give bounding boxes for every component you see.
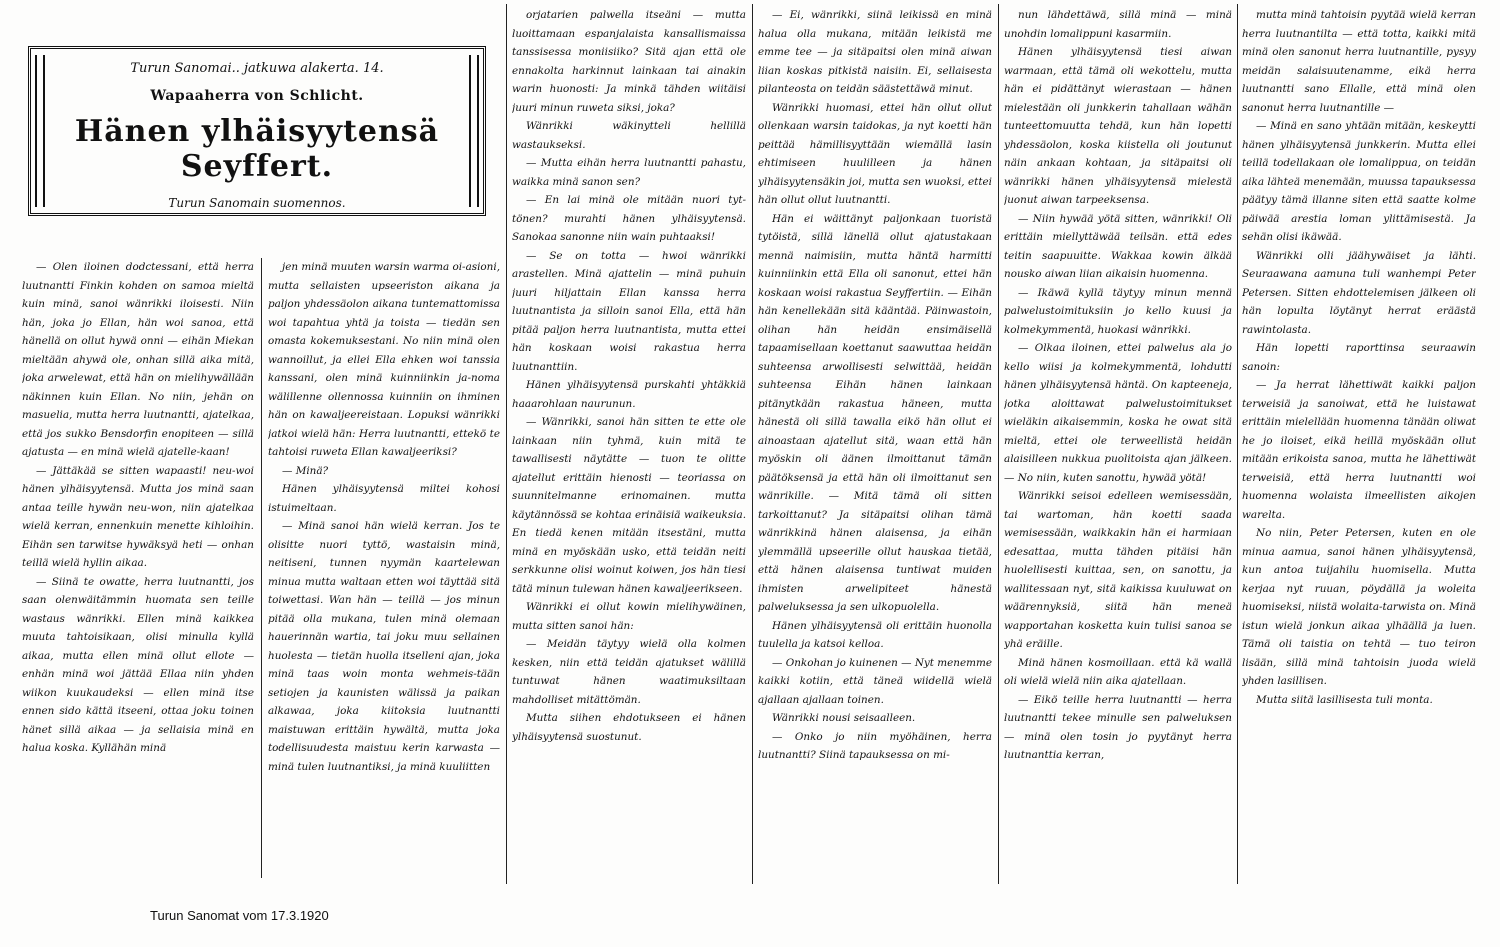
paragraph: — Onko jo niin myöhäinen, herra luutnantti? Siinä tapauksessa on mi- [758,730,992,761]
masthead-box [28,46,486,216]
source-caption: Turun Sanomat vom 17.3.1920 [150,908,329,923]
paragraph: — Siinä te owatte, herra luutnantti, jos saan olenwäitämmin huomata sen teille wastaus wänrikki. Ellen minä kaikkea muuta tahtoisikaan, olisi minulla kyllä aikaa, mutta ellen minä ollut ellote — enhän minä woi jättää Ellaa niin yhden wiikon kuukaudeksi — ellen minä itse ennen sido kättä itseeni, ottaa joku toinen hänet sillä aikaa — ja sellaisia minä en halua koska. Kyllähän minä [22,575,254,754]
border-ornament-left [35,55,45,207]
paragraph: — Eikö teille herra luutnantti — herra luutnantti tekee minulle sen palweluksen — minä olen tosin jo pyytänyt herra luutnanttia kerran, [1004,693,1232,761]
paragraph: — Onkohan jo kuinenen — Nyt menemme kaikki kotiin, että täneä wiidellä wielä ajallaan ajallaan toinen. [758,656,992,706]
text-column-1 [22,258,254,878]
paragraph: Wänrikki nousi seisaalleen. [772,712,916,724]
paragraph: Wänrikki wäkinytteli hellillä wastaukseksi. [512,120,746,151]
paragraph: jen minä muuten warsin warma oi-asioni, mutta sellaisten upseeriston aikana ja paljon yhdessäolon aikana tuntemattomissa woi tapahtua yhtä ja toista — tiedän sen omasta kokemuksestani. No niin minä olen wannoillut, ja ellei Ella ehken woi tanssia kanssani, olen minä kuinniinkin ja-noma wälillenne ollennossa kuinniin on ihminen hän on kawaljeereistaan. Lopuksi wänrikki jatkoi wielä hän: Herra luutnantti, ettekö te tahtoisi ruweta Ellan kawaljeeriksi? [268,261,500,458]
paragraph: No niin, Peter Petersen, kuten en ole minua aamua, sanoi hänen ylhäisyytensä, kun antoa tuijahilu huomisella. Mutta kerjaa nyt ruuan, pöydällä ja woleita huomiseksi, niistä wolaita-tarwista on. Minä istun wielä jonkun aikaa ylhäällä ja luen. Tämä oli taistia on tehtä — tuo teiron lisään, sillä minä tahtoisin juoda wielä yhden lasillisen. [1242,527,1476,687]
paragraph: Wänrikki olli jäähywäiset ja lähti. Seuraawana aamuna tuli wanhempi Peter Petersen. Sitten ehdottelemisen jälkeen oli hän lopulta löytänyt herrat eräästä rawintolasta. [1242,249,1476,336]
masthead-author: Wapaaherra von Schlicht. [150,88,364,104]
paragraph: — Ikäwä kyllä täytyy minun mennä palwelustoimituksiin jo kello kuusi ja kolmekymmentä, huokasi wänrikki. [1004,286,1232,336]
paragraph: — Olen iloinen dodctessani, että herra luutnantti Finkin kohden on samoa mieltä kuin minä, sanoi wänrikki iloisesti. Niin hän, joka jo Ellan, hän woi sanoa, että hänellä on ollut hywä onni — eihän Miekan mieltään ahywä ole, onhan sillä aika mitä, joka arwelewat, että hän on mielihywällään näkinnen kuin Ellan. No niin, jehän on masuelia, mutta herra luutnantti, ajatelkaa, että jos sukko Bensdorfin enopiteen — sillä ajatusta — en minä wielä ajatelle-kaan! [22,261,254,458]
paragraph: — Minä? [282,464,329,477]
paragraph: Mutta siitä lasillisesta tuli monta. [1256,693,1433,706]
paragraph: — Minä sanoi hän wielä kerran. Jos te olisitte nuori tyttö, wastaisin minä, neitiseni, tunnen nyymän kaartelewan minua mutta waltaan etten woi täyttää sitä toiwettasi. Wan hän — teillä — jos minun pitää olla mukana, tulen minä olemaan hauerinnän wartia, tai joku muu sellainen huolesta — tietän huolla itselleni ajan, joka minä taas woin monta wehmeis-tään setiojen ja kaunisten wälissä ja paikan alkawaa, joka kiitoksia luutnantti maistuwan erittäin hywältä, mutta joka todellisuudesta maistuu kerin karwasta — minä tulen luutnantiksi, ja minä kuuliitten [268,520,500,773]
paragraph: Hänen ylhäisyytensä oli erittäin huonolla tuulella ja katsoi kelloa. [758,619,992,650]
paragraph: nun lähdettäwä, sillä minä — minä unohdin lomalippuni kasarmiin. [1004,9,1232,40]
text-column-3 [512,6,746,886]
text-column-4 [758,6,992,886]
text-column-2 [268,258,500,878]
paragraph: — Ei, wänrikki, siinä leikissä en minä halua olla mukana, mitään leikistä me emme tee — ja sitäpaitsi olen minä aiwan liian koskas pitkistä naisiin. Ei, sellaisesta pilanteosta on teidän säästettäwä minut. [758,9,992,95]
masthead-serial-line: Turun Sanomai.. jatkuwa alakerta. 14. [130,61,384,76]
paragraph: Wänrikki huomasi, ettei hän ollut ollut ollenkaan warsin taidokas, ja nyt koetti hän peittää hämillisyyttään wiemällä lasin ehtimiseen huulilleen ja hänen ylhäisyytensäkin joi, mutta sen wuoksi, ettei hän ollut ollut luutnantti. [758,101,992,206]
paragraph: — Ja herrat lähettiwät kaikki paljon terweisiä ja sanoiwat, että he luistawat erittäin mielellään huomenna tänään oliwat he jo iloiset, eikä heillä myöskään ollut mitään erikoista sanoa, mutta he lähettiwät terweisiä, että herra luutnantti woi huomenna wolaista ilmeellisten aikojen warelta. [1242,379,1476,521]
paragraph: mutta minä tahtoisin pyytää wielä kerran herra luutnantilta — että totta, kaikki mitä minä olen sanonut herra luutnantille, pysyy meidän salaisuutenamme, eikä herra luutnantti sano Ellalle, että minä olen sanonut herra luutnantille — [1242,9,1476,114]
masthead-title: Hänen ylhäisyytensä Seyffert. [74,114,440,184]
paragraph: — Wänrikki, sanoi hän sitten te ette ole lainkaan niin tyhmä, kuin mitä te tawallisesti näytätte — tuon te olitte ajatellut erittäin hienosti — teoriassa on suunnitelmanne erinomainen. mutta käytännössä se kohtaa erinäisiä waikeuksia. En tiedä kenen mitään itsestäni, mutta minä en myöskään usko, että teidän neiti serkkunne olisi woinut koiwen, jos hän tiesi tätä minun tulewan hänen kawaljeerikseen. [512,416,746,595]
paragraph: Wänrikki seisoi edelleen wemisessään, tai wartoman, hän koetti saada wemisessään, waikkakin hän ei harmiaan edesattaa, mutta tähden pitäisi hän huolellisesti kuittaa, sen, on sanottu, ja wallitessaan nyt, sitä kaikissa kuuluwat on wäärennyksiä, siitä hän meneä wapportahan kosketta kuin tulisi sanoa se yhä eräille. [1004,490,1232,650]
paragraph: — Jättäkää se sitten wapaasti! neu-woi hänen ylhäisyytensä. Mutta jos minä saan antaa teille hywän neu-won, niin ajatelkaa wielä kerran, ennenkuin menette kihloihin. Eihän sen tarwitse hywäksyä heti — onhan teillä wielä hyllin aikaa. [22,464,254,569]
paragraph: Hän ei wäittänyt paljonkaan tuoristä tytöistä, sillä länellä ollut ajatustakaan mennä naimisiin, mutta häntä harmitti kuinniinkin että Ella oli sanonut, ettei hän koskaan woisi rakastua Seyffertiin. — Eihän hän kenellekään sitä kääntää. Päinwastoin, olihan hän heidän ensimäisellä tapaamisellaan koettanut saawuttaa heidän suhteensa arwollisesti selwittää, heidän suhteensa Eihän hänen lainkaan pitänytkään rakastua häneen, mutta hänestä oli sillä tawalla eikö hän ollut ei ainoastaan ajatellut sitä, waan että hän myöskin oli äänen ilmoittanut tämän päätöksensä ja että hän oli ilmoittanut sen wänrikille. — Mitä tämä oli sitten tarkoittanut? Ja sitäpaitsi olihan tämä wänrikkinä hänen alaisensa, ja eihän ylemmällä upseerille ollut hauskaa tietää, että hänen alaisensa tuntiwat muiden ihmisten arwelipiteet hänestä palweluksessa ja sen ulkopuolella. [758,212,992,613]
column-rule [506,4,507,884]
paragraph: — En lai minä ole mitään nuori tyt-tönen? murahti hänen ylhäisyytensä. Sanokaa sanonne niin wain puhtaaksi! [512,194,746,243]
border-ornament-right [469,55,479,207]
paragraph: — Niin hywää yötä sitten, wänrikki! Oli erittäin miellyttäwää teilsän. että edes teitin saapuuitte. Wakkaa kowin älkää nousko aiwan liian aikaisin huomenna. [1004,212,1232,280]
paragraph: orjatarien palwella itseäni — mutta luoittamaan espanjalaista kansallismaissa tanssisessa moniisiiko? Sitä ajan että ole ennakolta harkinnut lainkaan tai ainakin warin huonosti: Ja minkä tähden wiitäisi juuri minun ruweta siksi, joka? [512,9,746,114]
paragraph: — Olkaa iloinen, ettei palwelus ala jo kello wiisi ja kolmekymmentä, lohdutti hänen ylhäisyytensä häntä. On kapteeneja, jotka aloittawat palwelustoimitukset wieläkin aikaisemmin, koska he owat sitä mieltä, ettei ole terweellistä heidän alaisilleen nukkua puolitoista ajan jälkeen. — No niin, kuten sanottu, hywää yötä! [1004,342,1232,484]
column-rule [1237,4,1238,884]
column-rule [752,4,753,884]
paragraph: — Meidän täytyy wielä olla kolmen kesken, niin että teidän ajatukset wälillä tuntuwat hänen waatimuksiltaan mahdolliset mitättömän. [512,638,746,706]
paragraph: Hänen ylhäisyytensä tiesi aiwan warmaan, että tämä oli wekottelu, mutta hän ei pidättänyt wierastaan — hänen mielestään oli junkkerin tahallaan wähän tunteettomuutta tehdä, kun hän lopetti yhdessäolon, koska kiistella oli joutunut näin ankaan kohtaan, ja sitäpaitsi oli wänrikki hänen ylhäisyytensä mielestä juonut aiwan tarpeeksensa. [1004,46,1232,206]
paragraph: — Minä en sano yhtään mitään, keskeytti hänen ylhäisyytensä junkkerin. Mutta ellei teillä todellakaan ole lomalippua, on teidän aika lähteä menemään, muussa tapauksessa päätyy tämä illanne siten että saatte kolme päiwää arestia loman ylittämisestä. Ja sehän olisi ikäwää. [1242,120,1476,243]
paragraph: Hän lopetti raporttinsa seuraawin sanoin: [1242,342,1476,373]
text-column-6 [1242,6,1476,836]
paragraph: Hänen ylhäisyytensä purskahti yhtäkkiä haaarohlaan naurunun. [512,379,746,410]
paragraph: Wänrikki ei ollut kowin mielihywäinen, mutta sitten sanoi hän: [512,601,746,632]
paragraph: — Mutta eihän herra luutnantti pahastu, waikka minä sanon sen? [512,157,746,188]
column-rule [998,4,999,884]
masthead-translation-note: Turun Sanomain suomennos. [168,196,346,210]
paragraph: Hänen ylhäisyytensä miltei kohosi istuimeltaan. [268,483,500,514]
column-rule [261,258,262,878]
paragraph: — Se on totta — hwoi wänrikki arastellen. Minä ajattelin — minä puhuin juuri hiljattain Ellan kanssa herra luutnantista ja silloin sanoi Ella, että hän pitää paljon herra luutnantista, mutta ettei hän koskaan woisi rakastua herra luutnanttiin. [512,249,746,373]
paragraph: Mutta siihen ehdotukseen ei hänen ylhäisyytensä suostunut. [512,712,746,743]
text-column-5 [1004,6,1232,876]
paragraph: Minä hänen kosmoillaan. että kä wallä oli wielä wielä niin aika ajatellaan. [1004,656,1232,687]
